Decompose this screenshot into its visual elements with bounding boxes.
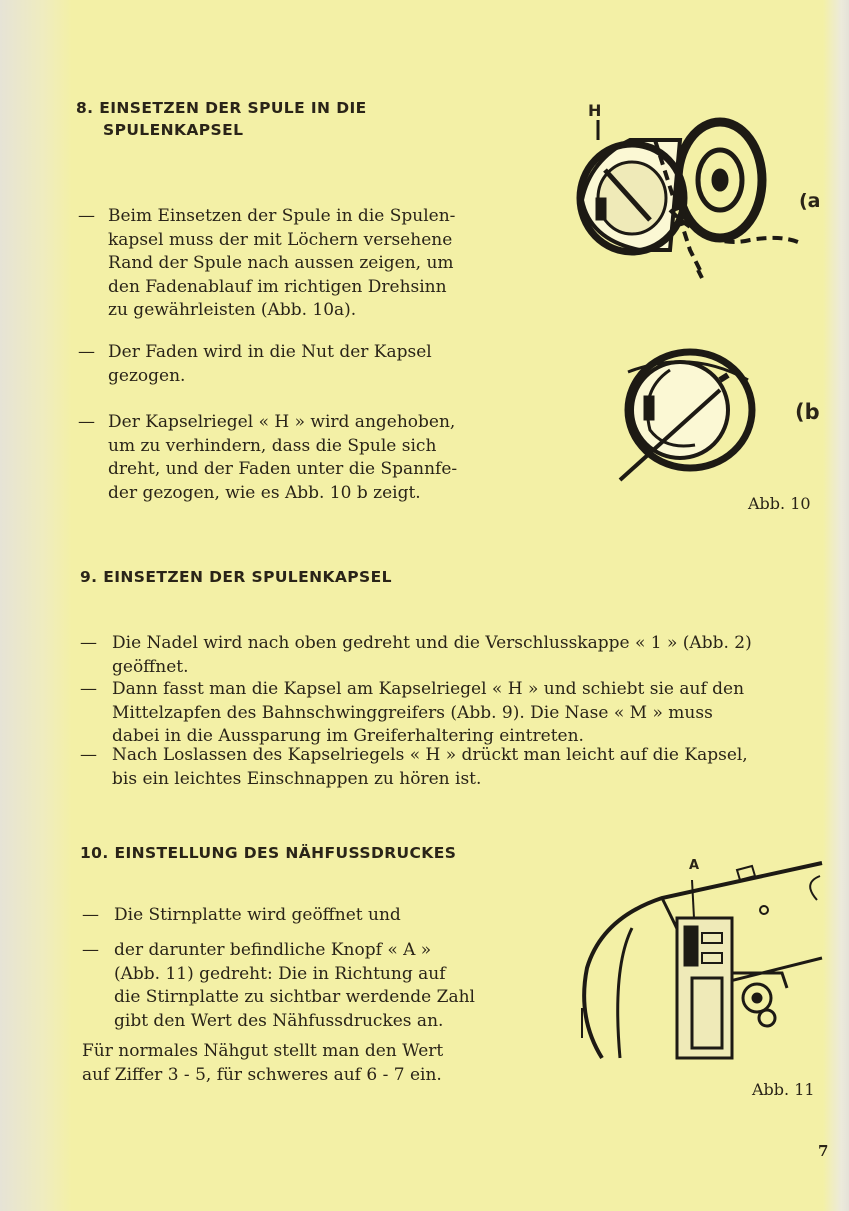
label-h: H: [588, 101, 602, 120]
figure-11-drawing: [582, 863, 822, 1058]
text-line: Dann fasst man die Kapsel am Kapselriegel « H » und schiebt sie auf den: [112, 679, 745, 699]
text-line: (Abb. 11) gedreht: Die in Richtung auf: [114, 963, 446, 984]
bobbin-case-illustration: [570, 100, 830, 500]
label-b: (b: [795, 400, 820, 424]
text-line: Der Faden wird in die Nut der Kapsel: [108, 342, 432, 362]
label-a: A: [689, 858, 700, 873]
text-line: gibt den Wert des Nähfussdruckes an.: [114, 1010, 444, 1031]
figure-10-caption: Abb. 10: [748, 494, 811, 513]
bullet-dash: —: [82, 940, 99, 960]
text-line: um zu verhindern, dass die Spule sich: [108, 435, 437, 456]
figure-10a-drawing: [580, 120, 798, 278]
text-line: Mittelzapfen des Bahnschwinggreifers (Abb. 9). Die Nase « M » muss: [112, 702, 713, 723]
text-line: Rand der Spule nach aussen zeigen, um: [108, 253, 454, 273]
section-9-item-3: [112, 744, 828, 791]
figure-10b-drawing: [620, 352, 752, 480]
text-line: Für normales Nähgut stellt man den Wert: [82, 1041, 444, 1061]
section-10-heading: 10. EINSTELLUNG DES NÄHFUSSDRUCKES: [80, 844, 457, 862]
section-8-item-1: [108, 205, 506, 323]
text-line: gezogen.: [108, 365, 186, 386]
section-9-item-1: [112, 632, 828, 679]
text-line: der gezogen, wie es Abb. 10 b zeigt.: [108, 482, 421, 503]
bullet-dash: —: [80, 633, 97, 653]
sewing-machine-head-illustration: [572, 858, 824, 1072]
bullet-dash: —: [80, 745, 97, 765]
text-line: zu gewährleisten (Abb. 10a).: [108, 300, 357, 320]
bullet-dash: —: [80, 679, 97, 699]
text-line: Nach Loslassen des Kapselriegels « H » drückt man leicht auf die Kapsel,: [112, 745, 748, 765]
label-a: (a: [799, 190, 821, 212]
text-line: dabei in die Aussparung im Greiferhaltering eintreten.: [112, 726, 584, 746]
text-line: den Fadenablauf im richtigen Drehsinn: [108, 276, 447, 297]
section-9-heading: 9. EINSETZEN DER SPULENKAPSEL: [80, 568, 392, 586]
section-8-heading: [76, 97, 367, 141]
text-line: bis ein leichtes Einschnappen zu hören ist.: [112, 768, 482, 789]
section-8-item-3: [108, 411, 506, 505]
section-8-heading-line-2: SPULENKAPSEL: [103, 121, 244, 139]
text-line: die Stirnplatte zu sichtbar werdende Zahl: [114, 987, 475, 1007]
page-number: 7: [818, 1142, 829, 1160]
text-line: Die Stirnplatte wird geöffnet und: [114, 905, 401, 925]
page-left-edge: [0, 0, 72, 1211]
section-9-item-2: [112, 678, 828, 749]
section-10-item-1: [114, 904, 514, 928]
section-10-item-2: [114, 939, 512, 1033]
bullet-dash: —: [78, 412, 95, 432]
text-line: der darunter befindliche Knopf « A »: [114, 940, 432, 960]
text-line: geöffnet.: [112, 656, 189, 677]
text-line: kapsel muss der mit Löchern versehene: [108, 229, 453, 250]
bullet-dash: —: [82, 905, 99, 925]
text-line: Die Nadel wird nach oben gedreht und die Verschlusskappe « 1 » (Abb. 2): [112, 633, 752, 653]
bullet-dash: —: [78, 206, 95, 226]
figure-11-caption: Abb. 11: [752, 1080, 815, 1099]
text-line: auf Ziffer 3 - 5, für schweres auf 6 - 7 ein.: [82, 1064, 442, 1085]
text-line: dreht, und der Faden unter die Spannfe-: [108, 459, 458, 479]
text-line: Beim Einsetzen der Spule in die Spulen-: [108, 206, 456, 226]
section-8-item-2: [108, 341, 506, 388]
section-10-note: [82, 1040, 512, 1087]
bullet-dash: —: [78, 342, 95, 362]
section-8-heading-line-1: 8. EINSETZEN DER SPULE IN DIE: [76, 99, 367, 117]
text-line: Der Kapselriegel « H » wird angehoben,: [108, 412, 456, 432]
